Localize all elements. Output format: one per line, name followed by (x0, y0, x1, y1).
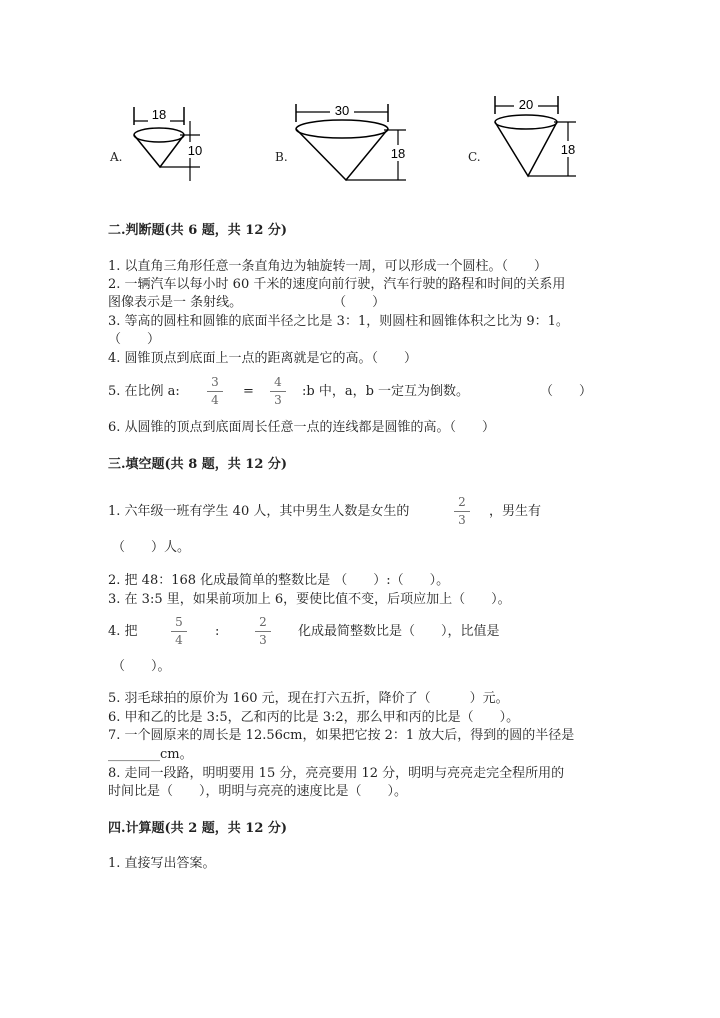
figure-a-height: 10 (187, 143, 203, 158)
section2-q3-line2: （ ） (108, 332, 161, 347)
section3-q4-colon: : (215, 624, 220, 639)
section3-q7-line2: ________cm。 (108, 747, 193, 762)
fraction-numerator: 4 (274, 375, 282, 389)
section3-q6: 6. 甲和乙的比是 3:5，乙和丙的比是 3:2，那么甲和丙的比是（ ）。 (108, 710, 520, 725)
figure-c-label: C. (468, 150, 481, 164)
section2-q5-fraction-2 (270, 376, 286, 407)
cone-figure-c (490, 94, 580, 186)
section3-q8-line1: 8. 走同一段路，明明要用 15 分，亮亮要用 12 分，明明与亮亮走完全程所用的 (108, 766, 565, 781)
figure-c-height: 18 (560, 142, 576, 157)
fraction-denominator: 4 (211, 393, 219, 407)
section2-q5-prefix: 5. 在比例 a: (108, 384, 180, 399)
section2-title: 二.判断题(共 6 题，共 12 分) (108, 223, 288, 238)
fraction-denominator: 3 (274, 393, 282, 407)
section2-q5-equals: = (243, 384, 254, 399)
section2-q1: 1. 以直角三角形任意一条直角边为轴旋转一周，可以形成一个圆柱。（ ） (108, 259, 548, 274)
cone-figure-a (128, 105, 208, 183)
figure-b-height: 18 (390, 146, 406, 161)
section3-q1-prefix: 1. 六年级一班有学生 40 人，其中男生人数是女生的 (108, 504, 410, 519)
figure-b-label: B. (275, 150, 288, 164)
section3-q4-prefix: 4. 把 (108, 624, 138, 639)
section3-q2: 2. 把 48：168 化成最简单的整数比是 （ ）:（ ）。 (108, 573, 450, 588)
section4-q1: 1. 直接写出答案。 (108, 856, 216, 871)
fraction-numerator: 3 (211, 375, 219, 389)
section3-q1-line2: （ ）人。 (112, 540, 191, 555)
section2-q5-suffix: :b 中，a，b 一定互为倒数。 (302, 384, 470, 399)
section2-q2-line1: 2. 一辆汽车以每小时 60 千米的速度向前行驶，汽车行驶的路程和时间的关系用 (108, 277, 566, 292)
fraction-numerator: 2 (458, 495, 466, 509)
section3-q7-line1: 7. 一个圆原来的周长是 12.56cm，如果把它按 2：1 放大后，得到的圆的半径是 (108, 728, 575, 743)
figure-a-top-width: 18 (151, 107, 167, 122)
section3-title: 三.填空题(共 8 题，共 12 分) (108, 457, 288, 472)
section2-q4: 4. 圆锥顶点到底面上一点的距离就是它的高。（ ） (108, 351, 418, 366)
fraction-numerator: 5 (175, 615, 183, 629)
section2-q5-fraction-1 (207, 376, 223, 407)
section3-q8-line2: 时间比是（ ），明明与亮亮的速度比是（ ）。 (108, 784, 408, 799)
fraction-numerator: 2 (259, 615, 267, 629)
figure-c-top-width: 20 (518, 97, 534, 112)
section4-title: 四.计算题(共 2 题，共 12 分) (108, 821, 288, 836)
section3-q1-fraction (454, 496, 470, 527)
cone-figure-b (292, 100, 412, 186)
section3-q4-line2: （ ）。 (112, 659, 171, 674)
section2-q6: 6. 从圆锥的顶点到底面周长任意一点的连线都是圆锥的高。（ ） (108, 420, 496, 435)
fraction-denominator: 3 (458, 513, 466, 527)
figure-b-top-width: 30 (334, 103, 350, 118)
section3-q4-suffix: 化成最简整数比是（ ），比值是 (298, 624, 500, 639)
section3-q4-fraction-2 (255, 616, 271, 647)
fraction-denominator: 3 (259, 633, 267, 647)
section3-q5: 5. 羽毛球拍的原价为 160 元，现在打六五折，降价了（ ）元。 (108, 691, 509, 706)
section3-q3: 3. 在 3:5 里，如果前项加上 6，要使比值不变，后项应加上（ ）。 (108, 592, 511, 607)
section3-q1-suffix: ，男生有 (489, 504, 542, 519)
section2-q2-line2: 图像表示是一 条射线。 （ ） (108, 295, 386, 310)
section3-q4-fraction-1 (171, 616, 187, 647)
section2-q3-line1: 3. 等高的圆柱和圆锥的底面半径之比是 3：1，则圆柱和圆锥体积之比为 9：1。 (108, 314, 569, 329)
fraction-denominator: 4 (175, 633, 183, 647)
figure-a-label: A. (110, 150, 123, 164)
section2-q5-answer-paren: （ ） (540, 384, 593, 399)
